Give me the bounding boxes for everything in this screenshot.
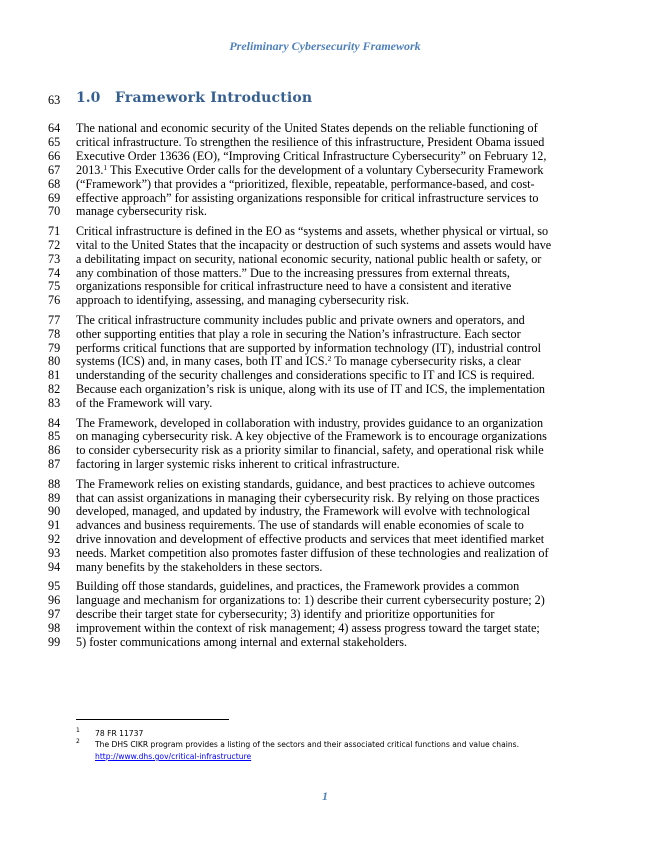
- line-number: 64: [48, 121, 61, 135]
- line-number: 86: [48, 443, 61, 458]
- line-number: 68: [48, 176, 61, 191]
- line-text: [76, 443, 544, 457]
- line-number: 89: [48, 490, 61, 505]
- line-number: 72: [48, 237, 61, 252]
- line-number: 73: [48, 251, 61, 266]
- line-text-content: any combination of those matters.” Due to the increasing pressures from external threats,: [76, 265, 510, 280]
- line-number: 65: [48, 134, 61, 149]
- line-text: [76, 546, 549, 560]
- line-text-content: factoring in larger systemic risks inherent to critical infrastructure.: [76, 457, 400, 472]
- line-number: 85: [48, 429, 61, 444]
- line-text: [76, 416, 543, 430]
- line-text: [76, 607, 494, 621]
- footnote-mark: 2: [76, 738, 80, 745]
- line-number: 70: [48, 204, 61, 219]
- line-text-content: performs critical functions that are supported by information technology (IT), industrial control: [76, 340, 542, 355]
- line-text-content: This Executive Order calls for the development of a voluntary Cybersecurity Framework: [107, 162, 544, 177]
- line-text-content: 2013.: [76, 162, 104, 177]
- line-text-content: improvement within the context of risk management; 4) assess progress toward the target state;: [76, 621, 540, 636]
- line-text: [76, 135, 544, 149]
- footnote-text: 78 FR 11737: [95, 729, 144, 738]
- line-text: [76, 121, 538, 135]
- line-number: 99: [48, 635, 61, 649]
- line-number: 95: [48, 579, 61, 594]
- line-text: [76, 532, 544, 546]
- line-text: [76, 266, 510, 280]
- line-text: [76, 191, 539, 205]
- line-text-content: drive innovation and development of effective products and services that meet identified market: [76, 532, 545, 547]
- line-number: 84: [48, 415, 61, 430]
- line-number: 80: [48, 354, 61, 369]
- line-number: 63: [48, 93, 61, 107]
- line-number: 90: [48, 504, 61, 519]
- line-text-content: critical infrastructure. To strengthen the resilience of this infrastructure, President Obama issued: [76, 134, 545, 149]
- line-text-content: other supporting entities that play a role in securing the Nation’s infrastructure. Each sector: [76, 326, 521, 341]
- line-text-content: advances and business requirements. The use of standards will enable economies of scale to: [76, 518, 524, 533]
- line-number: 77: [48, 312, 61, 327]
- line-text-content: that can assist organizations in managing their cybersecurity risk. By relying on those practices: [76, 490, 540, 505]
- line-text-content: Building off those standards, guidelines, and practices, the Framework provides a common: [76, 579, 520, 594]
- section-title: Framework Introduction: [115, 90, 313, 106]
- line-text: [76, 621, 540, 635]
- line-number: 81: [48, 368, 61, 383]
- line-text-content: many benefits by the stakeholders in these sectors.: [76, 560, 323, 574]
- line-text-content: describe their target state for cybersecurity; 3) identify and prioritize opportunities for: [76, 607, 495, 622]
- section-number: 1.0: [76, 90, 101, 106]
- line-number: 93: [48, 546, 61, 561]
- line-text: [76, 504, 530, 518]
- line-text-content: Executive Order 13636 (EO), “Improving Critical Infrastructure Cybersecurity” on February 12,: [76, 148, 547, 163]
- line-text-content: The critical infrastructure community includes public and private owners and operators, and: [76, 312, 525, 327]
- line-number: 83: [48, 396, 61, 411]
- line-number: 91: [48, 518, 61, 533]
- line-text: [76, 313, 525, 327]
- line-text: [76, 579, 519, 593]
- line-text: [76, 518, 524, 532]
- line-number: 74: [48, 265, 61, 280]
- line-text: [76, 327, 521, 341]
- line-text: [76, 491, 539, 505]
- line-text-content: a debilitating impact on security, national economic security, national public health or safety, or: [76, 251, 542, 266]
- line-text: [76, 593, 545, 607]
- line-number: 87: [48, 457, 61, 472]
- line-text-content: To manage cybersecurity risks, a clear: [331, 354, 521, 369]
- line-text: [76, 477, 535, 491]
- line-text-content: 5) foster communications among internal and external stakeholders.: [76, 635, 407, 649]
- line-number: 98: [48, 621, 61, 636]
- line-number: 96: [48, 593, 61, 608]
- line-number: 75: [48, 279, 61, 294]
- line-text-content: language and mechanism for organizations to: 1) describe their current cybersecurity posture; 2): [76, 593, 545, 608]
- line-text-content: to consider cybersecurity risk as a priority similar to financial, safety, and operational risk while: [76, 443, 544, 458]
- line-text-content: manage cybersecurity risk.: [76, 204, 207, 219]
- line-text: [76, 354, 521, 368]
- line-text-content: systems (ICS) and, in many cases, both IT and ICS.: [76, 354, 328, 369]
- footnote-text: The DHS CIKR program provides a listing of the sectors and their associated critical functions and value chains.: [95, 740, 520, 749]
- line-text: [76, 238, 551, 252]
- line-text-content: approach to identifying, assessing, and managing cybersecurity risk.: [76, 293, 410, 308]
- line-number: 78: [48, 326, 61, 341]
- line-text: [76, 279, 511, 293]
- line-text: [76, 368, 535, 382]
- line-number: 97: [48, 607, 61, 622]
- line-text: [76, 635, 407, 649]
- line-number: 88: [48, 476, 61, 491]
- line-number: 66: [48, 148, 61, 163]
- line-text-content: The national and economic security of the United States depends on the reliable functioning of: [76, 121, 538, 135]
- line-text-content: (“Framework”) that provides a “prioritized, flexible, repeatable, performance-based, and cost-: [76, 176, 535, 191]
- line-text: [76, 341, 541, 355]
- footnote-mark: 1: [76, 727, 80, 734]
- line-text: [76, 149, 546, 163]
- line-text: [76, 429, 547, 443]
- line-text-content: Critical infrastructure is defined in the EO as “systems and assets, whether physical or virtual, so: [76, 223, 549, 238]
- line-text: [76, 252, 541, 266]
- page-number: 1: [322, 789, 328, 803]
- line-number: 92: [48, 532, 61, 547]
- line-text-content: developed, managed, and updated by industry, the Framework will evolve with technological: [76, 504, 531, 519]
- line-text-content: understanding of the security challenges and considerations specific to IT and ICS is required.: [76, 368, 535, 383]
- line-number: 76: [48, 293, 61, 308]
- line-text: [76, 457, 400, 471]
- line-text: [76, 163, 544, 177]
- line-text-content: organizations responsible for critical infrastructure need to have a consistent and iterative: [76, 279, 512, 294]
- line-text: [76, 177, 535, 191]
- line-text: [76, 560, 322, 574]
- line-text-content: The Framework relies on existing standards, guidance, and best practices to achieve outcomes: [76, 476, 535, 491]
- line-text-content: The Framework, developed in collaboration with industry, provides guidance to an organization: [76, 415, 544, 430]
- line-text: [76, 382, 545, 396]
- line-text-content: needs. Market competition also promotes faster diffusion of these technologies and realization of: [76, 546, 549, 561]
- line-text-content: on managing cybersecurity risk. A key objective of the Framework is to encourage organizations: [76, 429, 547, 444]
- line-text: [76, 224, 548, 238]
- footnote-reference[interactable]: 2: [327, 354, 332, 364]
- line-number: 67: [48, 162, 61, 177]
- line-text-content: effective approach” for assisting organizations responsible for critical infrastructure services to: [76, 190, 539, 205]
- line-number: 82: [48, 382, 61, 397]
- line-text: [76, 204, 207, 218]
- line-text-content: of the Framework will vary.: [76, 396, 213, 411]
- line-number: 94: [48, 560, 61, 574]
- line-text: [76, 396, 212, 410]
- running-header: Preliminary Cybersecurity Framework: [229, 39, 421, 53]
- footnote-reference[interactable]: 1: [103, 162, 108, 172]
- line-text-content: vital to the United States that the incapacity or destruction of such systems and assets would have: [76, 237, 552, 252]
- line-number: 69: [48, 190, 61, 205]
- footnote-link[interactable]: http://www.dhs.gov/critical-infrastructure: [95, 752, 252, 761]
- line-text-content: Because each organization’s risk is unique, along with its use of IT and ICS, the implementation: [76, 382, 546, 397]
- line-number: 79: [48, 340, 61, 355]
- footnote-separator: [76, 719, 229, 720]
- line-number: 71: [48, 223, 61, 238]
- line-text: [76, 293, 409, 307]
